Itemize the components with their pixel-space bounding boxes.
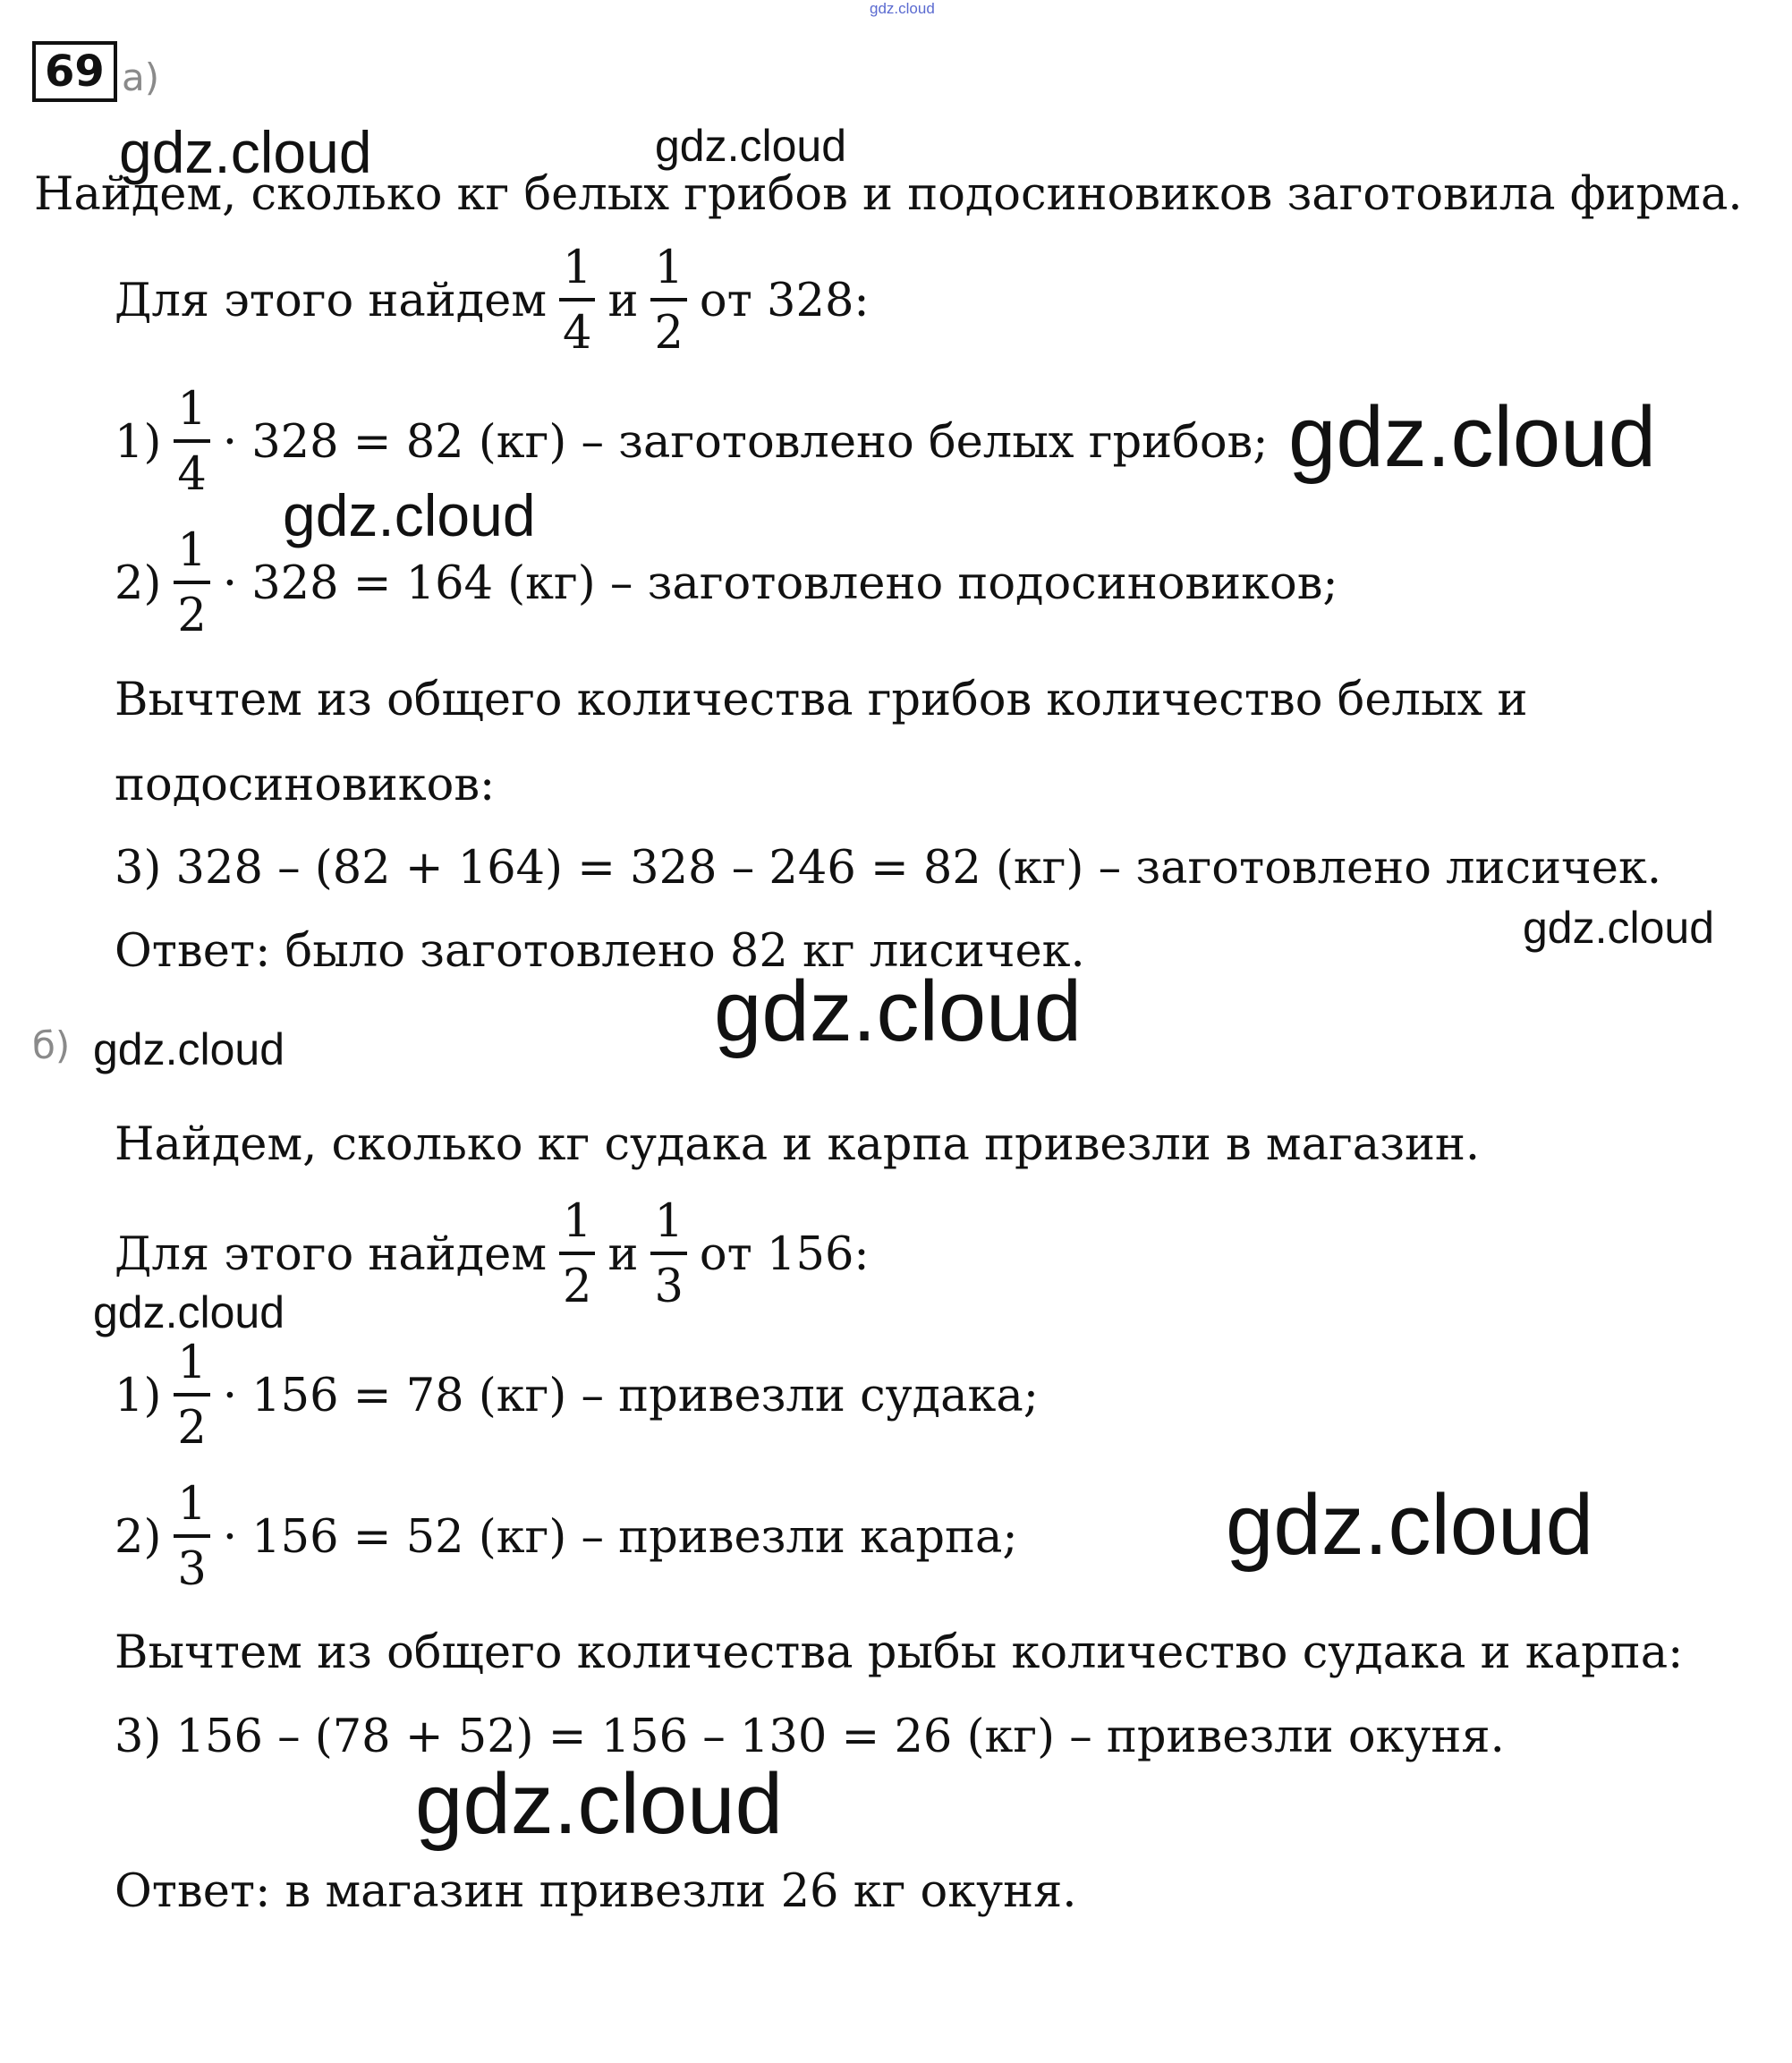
fraction-numerator: 1 <box>177 1337 207 1389</box>
fraction-bar <box>174 439 209 443</box>
part-b-intro: Найдем, сколько кг судака и карпа привезли в магазин. <box>115 1118 1481 1171</box>
fraction-bar <box>174 1534 209 1538</box>
find-conj: и <box>607 1227 639 1281</box>
step-index: 1) <box>115 1369 162 1422</box>
fraction-bar <box>174 1393 209 1397</box>
part-b-subtract-line1: Вычтем из общего количества рыбы количество судака и карпа: <box>115 1626 1684 1679</box>
fraction-denominator: 2 <box>177 1402 207 1455</box>
fraction-numerator: 1 <box>177 524 207 577</box>
fraction-numerator: 1 <box>563 242 592 294</box>
fraction <box>559 1195 595 1313</box>
part-a-intro: Найдем, сколько кг белых грибов и подосиновиков заготовила фирма. <box>34 168 1743 221</box>
find-conj: и <box>607 274 639 327</box>
part-a-step3: 3) 328 – (82 + 164) = 328 – 246 = 82 (кг) – заготовлено лисичек. <box>115 842 1662 895</box>
fraction <box>559 242 595 360</box>
step-expression: · 328 = 164 (кг) – заготовлено подосиновиков; <box>222 556 1338 610</box>
step-index: 1) <box>115 415 162 469</box>
fraction-numerator: 1 <box>654 1195 684 1248</box>
watermark: gdz.cloud <box>415 1756 783 1852</box>
watermark: gdz.cloud <box>119 119 372 185</box>
find-suffix: от 156: <box>699 1227 870 1281</box>
watermark: gdz.cloud <box>1523 903 1715 953</box>
watermark: gdz.cloud <box>93 1024 285 1074</box>
part-a-answer: Ответ: было заготовлено 82 кг лисичек. <box>115 925 1085 978</box>
step-expression: · 156 = 52 (кг) – привезли карпа; <box>222 1510 1018 1564</box>
part-a-subtract-line1: Вычтем из общего количества грибов количество белых и <box>115 674 1528 726</box>
task-number: 69 <box>45 47 105 97</box>
fraction-denominator: 3 <box>654 1261 684 1313</box>
watermark: gdz.cloud <box>714 964 1082 1059</box>
fraction-denominator: 4 <box>177 448 207 501</box>
part-a-find-line <box>115 242 870 360</box>
fraction <box>650 242 686 360</box>
part-a-label: а) <box>122 55 160 99</box>
part-b-answer: Ответ: в магазин привезли 26 кг окуня. <box>115 1865 1077 1918</box>
find-prefix: Для этого найдем <box>115 274 548 327</box>
fraction <box>174 1478 209 1596</box>
fraction-numerator: 1 <box>654 242 684 294</box>
watermark: gdz.cloud <box>93 1287 285 1337</box>
fraction-denominator: 2 <box>654 307 684 360</box>
step-expression: · 156 = 78 (кг) – привезли судака; <box>222 1369 1039 1422</box>
step-expression: · 328 = 82 (кг) – заготовлено белых грибов; <box>222 415 1269 469</box>
watermark: gdz.cloud <box>1226 1477 1593 1573</box>
fraction-bar <box>559 298 595 301</box>
find-prefix: Для этого найдем <box>115 1227 548 1281</box>
fraction-numerator: 1 <box>563 1195 592 1248</box>
part-a-subtract-line2: подосиновиков: <box>115 759 496 811</box>
watermark: gdz.cloud <box>1288 389 1656 485</box>
fraction <box>174 383 209 501</box>
fraction-numerator: 1 <box>177 383 207 436</box>
fraction-denominator: 3 <box>177 1543 207 1596</box>
fraction <box>650 1195 686 1313</box>
fraction-bar <box>650 1252 686 1255</box>
top-watermark: gdz.cloud <box>870 0 935 17</box>
task-number-box <box>32 41 117 102</box>
part-b-step3: 3) 156 – (78 + 52) = 156 – 130 = 26 (кг) – привезли окуня. <box>115 1711 1505 1763</box>
part-b-label: б) <box>32 1023 71 1067</box>
part-b-step1 <box>115 1337 1039 1455</box>
fraction-bar <box>559 1252 595 1255</box>
step-index: 2) <box>115 1510 162 1564</box>
fraction-denominator: 4 <box>563 307 592 360</box>
fraction <box>174 524 209 642</box>
step-index: 2) <box>115 556 162 610</box>
fraction-denominator: 2 <box>563 1261 592 1313</box>
find-suffix: от 328: <box>699 274 870 327</box>
fraction-bar <box>650 298 686 301</box>
fraction-numerator: 1 <box>177 1478 207 1531</box>
part-b-step2 <box>115 1478 1018 1596</box>
watermark: gdz.cloud <box>655 121 847 171</box>
fraction <box>174 1337 209 1455</box>
watermark: gdz.cloud <box>283 482 536 548</box>
fraction-bar <box>174 581 209 584</box>
fraction-denominator: 2 <box>177 590 207 642</box>
